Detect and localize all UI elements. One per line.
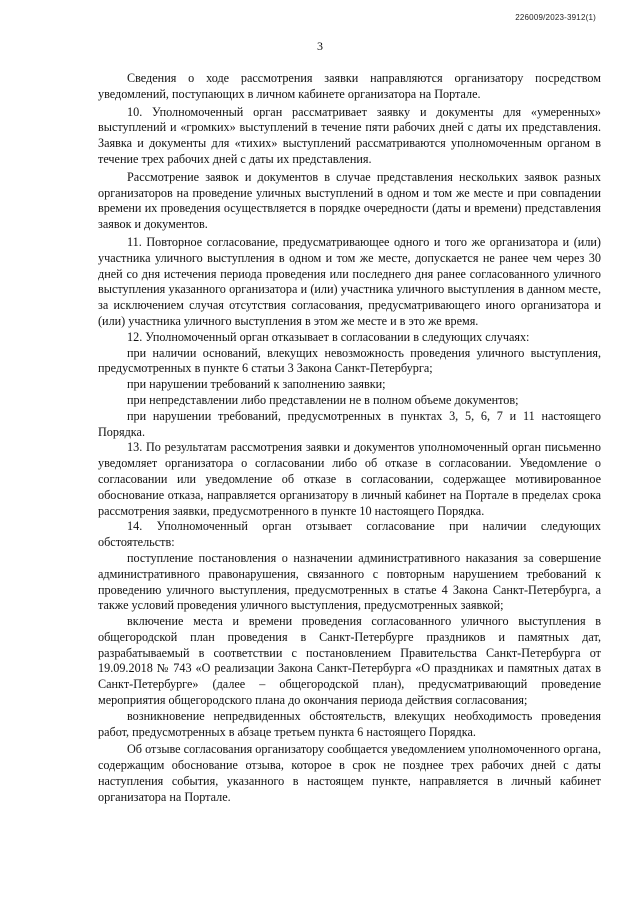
list-item: при нарушении требований, предусмотренных в пунктах 3, 5, 6, 7 и 11 настоящего Порядка. [98,408,601,439]
paragraph: 14. Уполномоченный орган отзывает согласование при наличии следующих обстоятельств: [98,519,601,550]
paragraph: 11. Повторное согласование, предусматривающее одного и того же организатора и (или) участника уличного выступления в одном и том же месте, допускается не ранее чем через 30 дней со дня истечения периода проведения или последнего дня ранее согласованного уличного выступления указанного организатора и (или) участника уличного выступления в данном месте, за исключением случая отсутствия согласования, предусматривающего иного организатора и (или) участника уличного выступления в этом же месте и в это же время. [98,234,601,328]
list-item: возникновение непредвиденных обстоятельств, влекущих необходимость проведения работ, предусмотренных в абзаце третьем пункта 6 настоящего Порядка. [98,708,601,739]
list-item: включение места и времени проведения согласованного уличного выступления в общегородской план проведения в Санкт-Петербурге праздников и памятных дат, разрабатываемый в соответствии с постановлением Правительства Санкт-Петербурга от 19.09.2018 № 743 «О реализации Закона Санкт-Петербурга «О праздниках и памятных датах в Санкт-Петербурге» (далее – общегородской план), предусматривающий проведение мероприятия общегородского плана до окончания периода действия согласования; [98,614,601,708]
list-item: при нарушении требований к заполнению заявки; [127,377,386,392]
paragraph: Рассмотрение заявок и документов в случае представления нескольких заявок разных организаторов на проведение уличных выступлений в одном и том же месте и при совпадении времени их проведения осуществляется в порядке очередности (даты и времени) представления заявок и документов. [98,169,601,232]
paragraph: 13. По результатам рассмотрения заявки и документов уполномоченный орган письменно уведомляет организатора о согласовании либо об отказе в согласовании. Уведомление о согласовании или уведомление об отказе в согласовании, содержащее мотивированное обоснование отказа, направляется организатору в личный кабинет на Портале в пределах срока рассмотрения заявки, предусмотренного в пункте 10 настоящего Порядка. [98,440,601,518]
list-item: при непредставлении либо представлении не в полном объеме документов; [127,392,519,407]
list-item: при наличии оснований, влекущих невозможность проведения уличного выступления, предусмотренных в пункте 6 статьи 3 Закона Санкт-Петербурга; [98,345,601,376]
paragraph: Сведения о ходе рассмотрения заявки направляются организатору посредством уведомлений, поступающих в личном кабинете организатора на Портале. [98,71,601,101]
document-id: 226009/2023-3912(1) [515,13,596,22]
document-body [98,71,601,806]
paragraph: 12. Уполномоченный орган отказывает в согласовании в следующих случаях: [127,329,530,344]
list-item: поступление постановления о назначении административного наказания за совершение административного правонарушения, связанного с повторным нарушением требований к проведению уличного выступления, предусмотренных в статье 4 Закона Санкт-Петербурга, а также условий проведения уличного выступления, предусмотренных заявкой; [98,550,601,613]
page-number: 3 [317,39,323,53]
paragraph: 10. Уполномоченный орган рассматривает заявку и документы для «умеренных» выступлений и «громких» выступлений в течение пяти рабочих дней с даты их представления. Заявка и документы для «тихих» выступлений рассматриваются уполномоченным органом в течение трех рабочих дней с даты их представления. [98,104,601,166]
paragraph: Об отзыве согласования организатору сообщается уведомлением уполномоченного органа, содержащим обоснование отзыва, которое в срок не позднее трех рабочих дней с даты наступления события, указанного в настоящем пункте, направляется в личный кабинет организатора на Портале. [98,742,601,804]
